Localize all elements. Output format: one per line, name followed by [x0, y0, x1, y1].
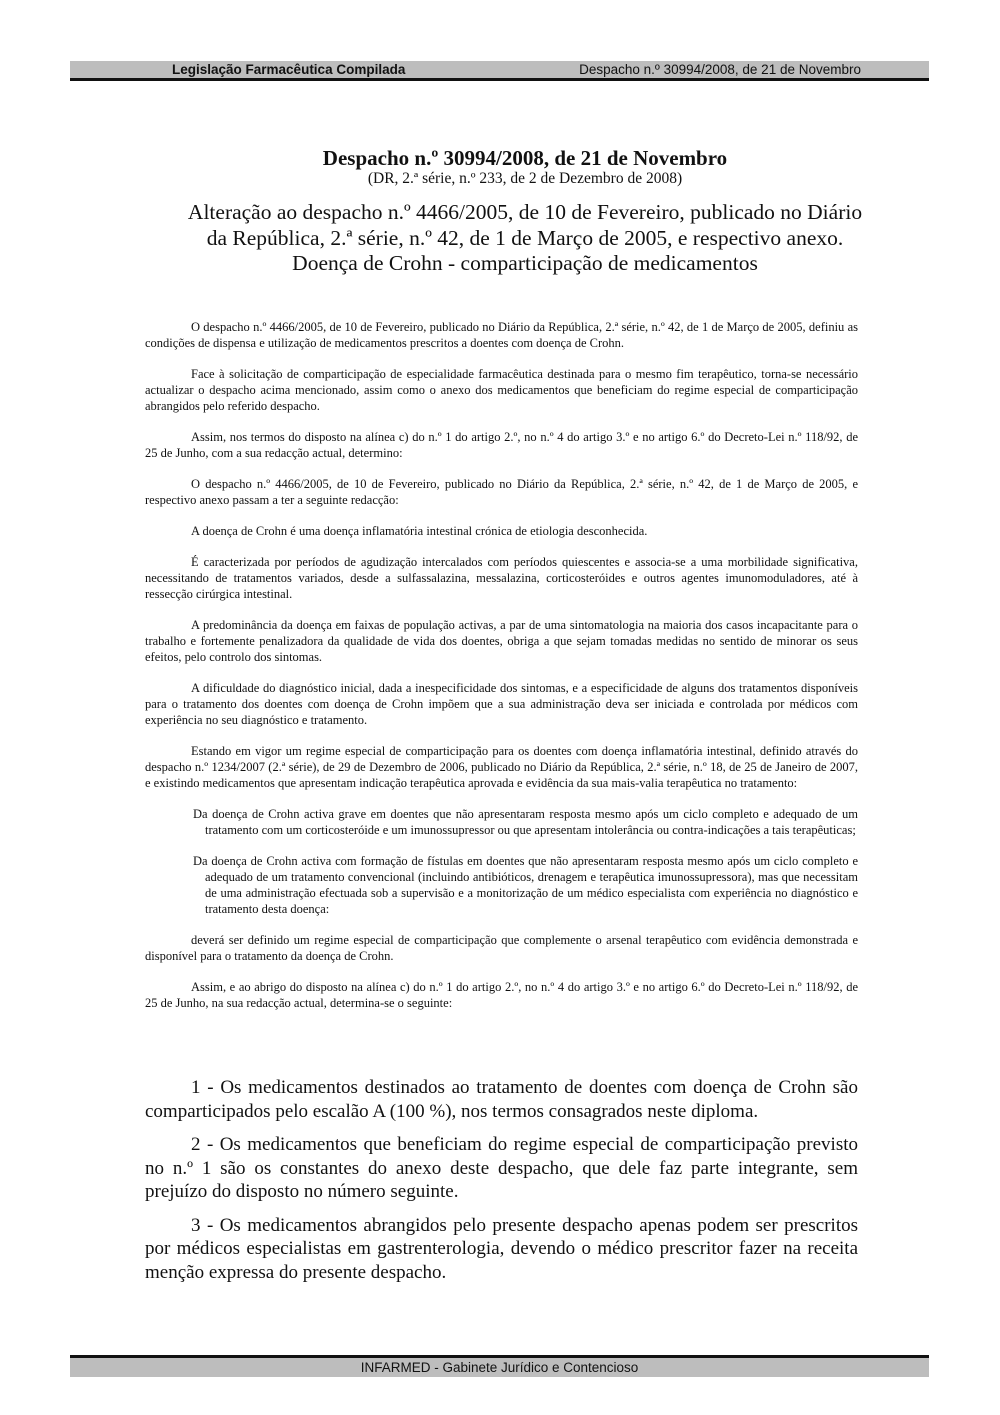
paragraph: Assim, nos termos do disposto na alínea c) do n.º 1 do artigo 2.º, no n.º 4 do artigo 3.º e no artigo 6.º do Decreto-Lei n.º 118/92, de 25 de Junho, com a sua redacção actual, determino: — [145, 429, 858, 460]
page-footer — [70, 1355, 929, 1377]
paragraph: O despacho n.º 4466/2005, de 10 de Fevereiro, publicado no Diário da República, 2.ª série, n.º 42, de 1 de Março de 2005, e respectivo anexo passam a ter a seguinte redacção: — [145, 477, 858, 507]
header-left-title: Legislação Farmacêutica Compilada — [172, 62, 406, 77]
paragraph: A doença de Crohn é uma doença inflamatória intestinal crónica de etiologia desconhecida. — [191, 524, 648, 539]
paragraph: Assim, e ao abrigo do disposto na alínea c) do n.º 1 do artigo 2.º, no n.º 4 do artigo 3.º e no artigo 6.º do Decreto-Lei n.º 118/92, de 25 de Junho, na sua redacção actual, determina-se o seguinte: — [145, 979, 858, 1010]
paragraph: Estando em vigor um regime especial de comparticipação para os doentes com doença inflamatória intestinal, definido através do despacho n.º 1234/2007 (2.ª série), de 29 de Dezembro de 2006, publicado no Diário da República, 2.ª série, n.º 18, de 25 de Janeiro de 2007, e existindo medicamentos que apresentam indicação terapêutica aprovada e evidência da sua mais-valia terapêutica no tratamento: — [145, 744, 858, 790]
footer-text: INFARMED - Gabinete Jurídico e Contencioso — [360, 1360, 639, 1375]
indented-paragraph: Da doença de Crohn activa grave em doentes que não apresentaram resposta mesmo após um ciclo completo e adequado de um tratamento com um corticosteróide e um imunossupressor ou que apresentam intolerância ou contra-indicações a tais terapêuticas; — [193, 807, 858, 837]
paragraph: A predominância da doença em faixas de população activas, a par de uma sintomatologia na maioria dos casos incapacitante para o trabalho e fortemente penalizadora da qualidade de vida dos doentes, obriga a que sejam tomadas medidas no sentido de minorar os seus efeitos, pelo controlo dos sintomas. — [145, 618, 858, 664]
paragraph: deverá ser definido um regime especial de comparticipação que complemente o arsenal terapêutico com evidência demonstrada e disponível para o tratamento da doença de Crohn. — [145, 932, 858, 963]
articles-body — [145, 1076, 858, 1294]
document-title: Despacho n.º 30994/2008, de 21 de Novembro — [322, 146, 728, 170]
document-source: (DR, 2.ª série, n.º 233, de 2 de Dezembro de 2008) — [367, 170, 683, 187]
paragraph: O despacho n.º 4466/2005, de 10 de Fevereiro, publicado no Diário da República, 2.ª série, n.º 42, de 1 de Março de 2005, definiu as condições de dispensa e utilização de medicamentos prescritos a doentes com doença de Crohn. — [145, 320, 858, 350]
paragraph: Face à solicitação de comparticipação de especialidade farmacêutica destinada para o mesmo fim terapêutico, torna-se necessário actualizar o despacho acima mencionado, assim como o anexo dos medicamentos que beneficiam do regime especial de comparticipação abrangidos pelo referido despacho. — [145, 367, 858, 413]
paragraph: A dificuldade do diagnóstico inicial, dada a inespecificidade dos sintomas, e a especificidade de alguns dos tratamentos disponíveis para o tratamento dos doentes com doença de Crohn impõem que a sua administração deva ser iniciada e controlada por médicos com experiência no seu diagnóstico e tratamento. — [145, 681, 858, 727]
paragraph: É caracterizada por períodos de agudização intercalados com períodos quiescentes e associa-se a uma morbilidade significativa, necessitando de tratamentos variados, desde a sulfassalazina, messalazina, corticosteróides e outros agentes imunomoduladores, até à ressecção cirúrgica intestinal. — [145, 555, 858, 602]
header-right-title: Despacho n.º 30994/2008, de 21 de Novembro — [579, 62, 861, 77]
article-paragraph: 3 - Os medicamentos abrangidos pelo presente despacho apenas podem ser prescritos por médicos especialistas em gastrenterologia, devendo o médico prescritor fazer na receita menção expressa do presente despacho. — [145, 1214, 858, 1283]
indented-paragraph: Da doença de Crohn activa com formação de fístulas em doentes que não apresentaram resposta mesmo após um ciclo completo e adequado de um tratamento convencional (incluindo antibióticos, drenagem e terapêutica imunossupressora), mas que necessitam de uma administração efectuada sob a supervisão e a monitorização de um médico especialista com experiência no diagnóstico e tratamento desta doença: — [193, 854, 858, 916]
preamble-body — [145, 320, 858, 1027]
article-paragraph: 1 - Os medicamentos destinados ao tratamento de doentes com doença de Crohn são comparticipados pelo escalão A (100 %), nos termos consagrados neste diploma. — [145, 1077, 858, 1122]
page-header — [70, 61, 929, 81]
article-paragraph: 2 - Os medicamentos que beneficiam do regime especial de comparticipação previsto no n.º 1 são os constantes do anexo deste despacho, que dele faz parte integrante, sem prejuízo do disposto no número seguinte. — [145, 1134, 858, 1202]
document-subject: Alteração ao despacho n.º 4466/2005, de 10 de Fevereiro, publicado no Diário da República, 2.ª série, n.º 42, de 1 de Março de 2005, e respectivo anexo. Doença de Crohn - comparticipação de medicamentos — [187, 200, 863, 275]
document-title-block — [145, 146, 905, 277]
